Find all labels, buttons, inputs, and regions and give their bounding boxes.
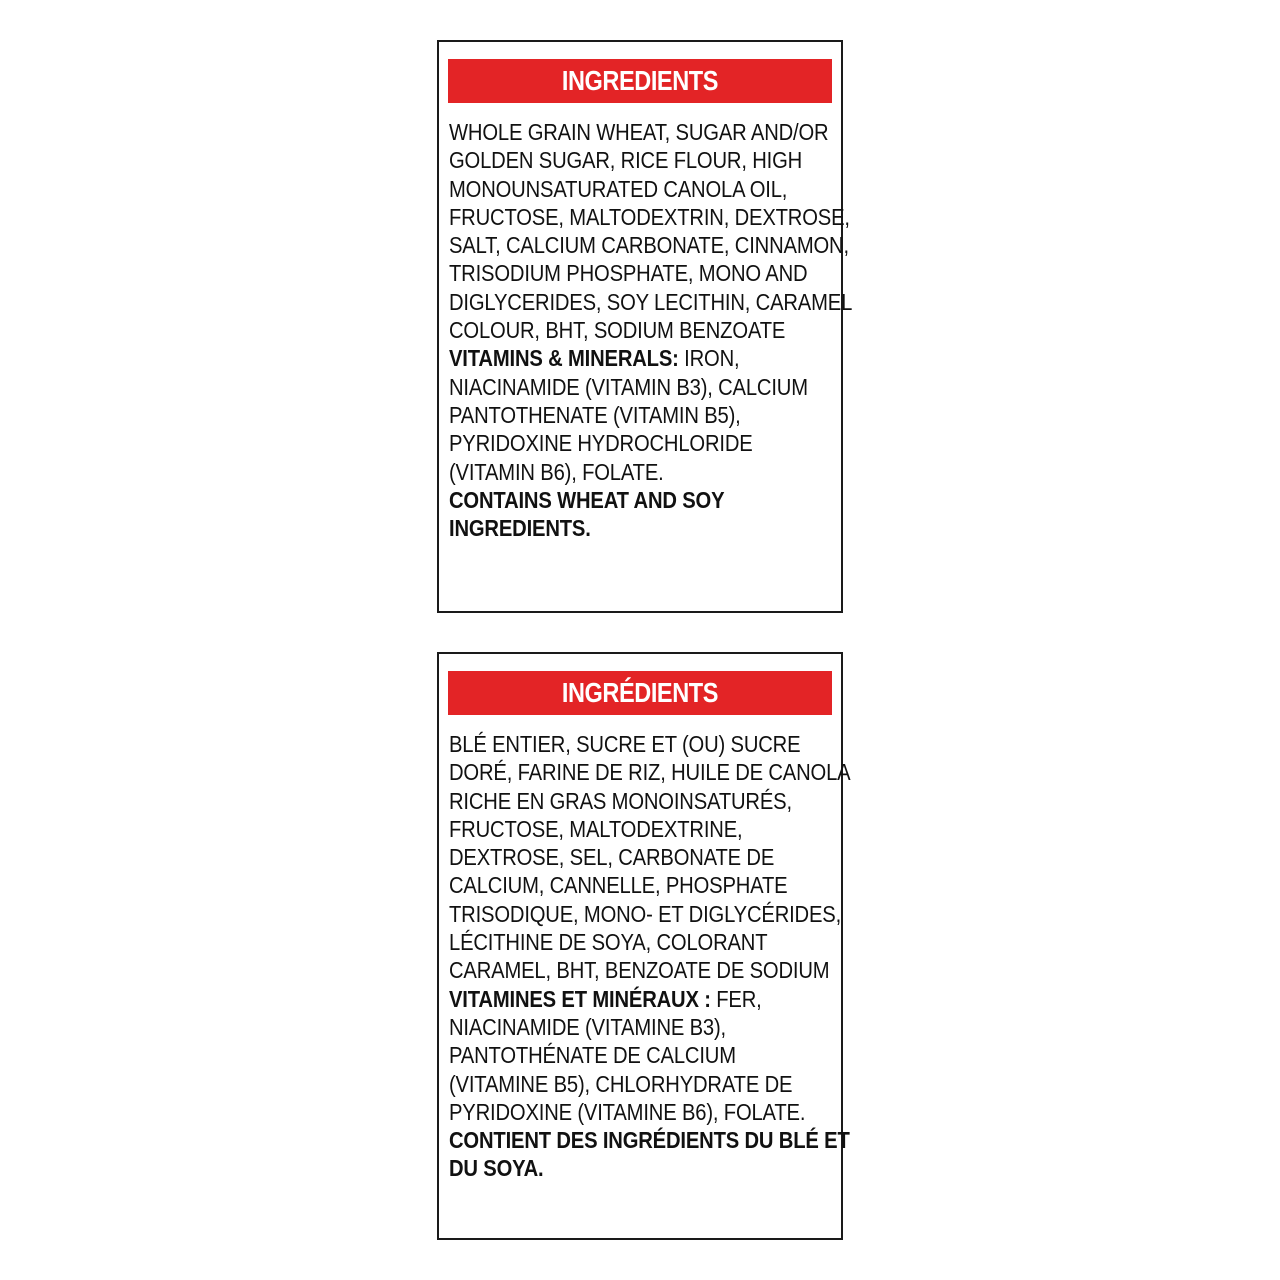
vitamins-label: VITAMINS & MINERALS: (449, 345, 679, 372)
ingredient-line: COLOUR, BHT, SODIUM BENZOATE (449, 317, 786, 344)
ingredient-line: WHOLE GRAIN WHEAT, SUGAR AND/OR (449, 119, 829, 145)
ingredients-panel-english (437, 40, 853, 613)
ingredient-line: CARAMEL, BHT, BENZOATE DE SODIUM (449, 957, 830, 984)
ingredients-header-french (448, 671, 832, 715)
vitamins-line: PANTOTHENATE (VITAMIN B5), (449, 401, 741, 428)
ingredient-line: TRISODIQUE, MONO- ET DIGLYCÉRIDES, (449, 900, 842, 927)
vitamins-line: PANTOTHÉNATE DE CALCIUM (449, 1042, 736, 1069)
ingredients-panel-french (437, 652, 851, 1240)
ingredient-line: RICHE EN GRAS MONOINSATURÉS, (449, 787, 792, 814)
vitamins-line (449, 344, 810, 372)
ingredient-line: LÉCITHINE DE SOYA, COLORANT (449, 929, 768, 956)
ingredient-line: BLÉ ENTIER, SUCRE ET (OU) SUCRE (449, 731, 801, 757)
ingredient-line: CALCIUM, CANNELLE, PHOSPHATE (449, 872, 788, 899)
ingredient-line: FRUCTOSE, MALTODEXTRIN, DEXTROSE, (449, 203, 850, 230)
vitamins-line: PYRIDOXINE HYDROCHLORIDE (449, 430, 753, 457)
ingredient-line: TRISODIUM PHOSPHATE, MONO AND (449, 260, 808, 287)
ingredient-line: DORÉ, FARINE DE RIZ, HUILE DE CANOLA (449, 759, 851, 786)
vitamins-line: (VITAMINE B5), CHLORHYDRATE DE (449, 1070, 793, 1097)
ingredient-line: DIGLYCERIDES, SOY LECITHIN, CARAMEL (449, 288, 853, 315)
ingredients-header-text: INGREDIENTS (561, 65, 719, 96)
ingredient-line: DEXTROSE, SEL, CARBONATE DE (449, 844, 775, 871)
ingredients-header-text: INGRÉDIENTS (561, 677, 719, 708)
ingredient-line: MONOUNSATURATED CANOLA OIL, (449, 175, 788, 202)
vitamins-line: NIACINAMIDE (VITAMINE B3), (449, 1013, 727, 1040)
vitamins-line: PYRIDOXINE (VITAMINE B6), FOLATE. (449, 1098, 806, 1125)
ingredients-header-english (448, 59, 832, 103)
vitamins-line (449, 985, 810, 1013)
vitamins-label: VITAMINES ET MINÉRAUX : (449, 985, 711, 1012)
allergen-statement-line: CONTAINS WHEAT AND SOY (449, 486, 725, 513)
ingredients-list-english (449, 118, 853, 542)
ingredients-list-french (449, 730, 851, 1183)
vitamins-line: (VITAMIN B6), FOLATE. (449, 458, 664, 485)
vitamins-first-item: IRON, (678, 345, 740, 372)
allergen-statement-line: INGREDIENTS. (449, 515, 591, 542)
allergen-statement-line: DU SOYA. (449, 1155, 544, 1182)
ingredient-line: GOLDEN SUGAR, RICE FLOUR, HIGH (449, 147, 803, 174)
allergen-statement-line: CONTIENT DES INGRÉDIENTS DU BLÉ ET (449, 1127, 850, 1154)
ingredient-line: FRUCTOSE, MALTODEXTRINE, (449, 815, 743, 842)
vitamins-first-item: FER, (710, 985, 762, 1012)
ingredient-line: SALT, CALCIUM CARBONATE, CINNAMON, (449, 232, 849, 259)
vitamins-line: NIACINAMIDE (VITAMIN B3), CALCIUM (449, 373, 808, 400)
